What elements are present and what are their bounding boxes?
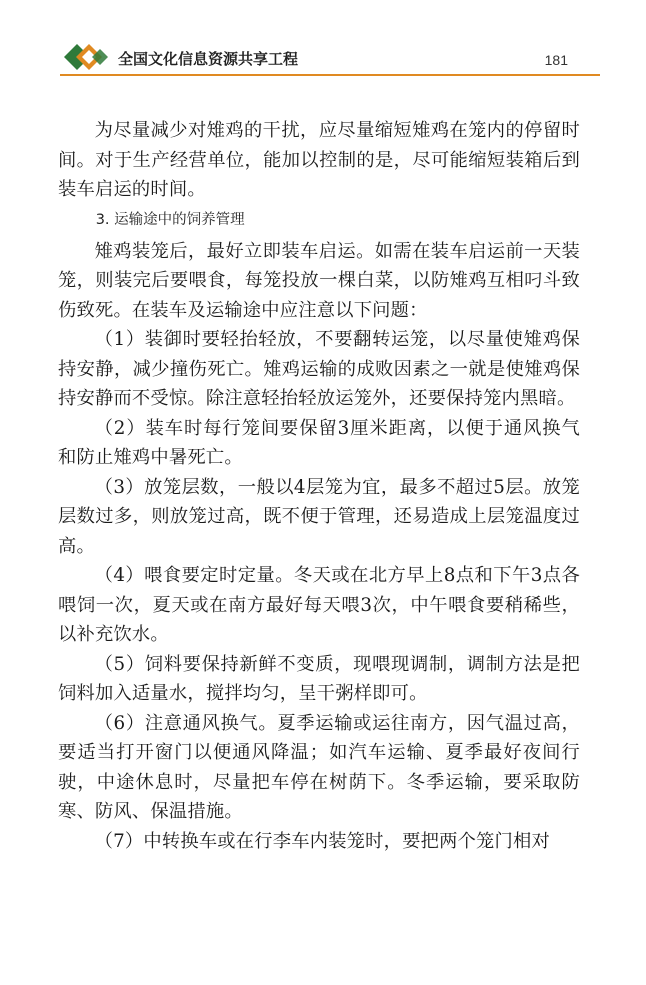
section-heading: 3. 运输途中的饲养管理 (95, 211, 245, 228)
paragraph: 雉鸡装笼后，最好立即装车启运。如需在装车启运前一天装笼，则装完后要喂食，每笼投放一棵白菜，以防雉鸡互相叼斗致伤致死。在装车及运输途中应注意以下问题： (58, 240, 580, 321)
paragraph: （6）注意通风换气。夏季运输或运往南方，因气温过高，要适当打开窗门以便通风降温；如汽车运输、夏季最好夜间行驶，中途休息时，尽量把车停在树荫下。冬季运输，要采取防寒、防风、保温措施。 (58, 712, 580, 822)
paragraph: （3）放笼层数，一般以4层笼为宜，最多不超过5层。放笼层数过多，则放笼过高，既不便于管理，还易造成上层笼温度过高。 (58, 476, 580, 557)
series-title: 全国文化信息资源共享工程 (118, 50, 299, 68)
page-body (58, 116, 580, 856)
paragraph: （1）装御时要轻抬轻放，不要翻转运笼，以尽量使雉鸡保持安静，减少撞伤死亡。雉鸡运输的成败因素之一就是使雉鸡保持安静而不受惊。除注意轻抬轻放运笼外，还要保持笼内黑暗。 (58, 329, 580, 409)
header-rule (60, 74, 600, 76)
diamond-logo-icon (62, 40, 114, 74)
page-header (0, 0, 646, 80)
paragraph: （2）装车时每行笼间要保留3厘米距离，以便于通风换气和防止雉鸡中暑死亡。 (58, 417, 580, 468)
paragraph: （7）中转换车或在行李车内装笼时，要把两个笼门相对 (94, 830, 550, 852)
paragraph: 为尽量减少对雉鸡的干扰，应尽量缩短雉鸡在笼内的停留时间。对于生产经营单位，能加以控制的是，尽可能缩短装箱后到装车启运的时间。 (58, 120, 580, 200)
page-number: 181 (544, 52, 568, 68)
paragraph: （4）喂食要定时定量。冬天或在北方早上8点和下午3点各喂饲一次，夏天或在南方最好每天喂3次，中午喂食要稍稀些，以补充饮水。 (58, 565, 580, 645)
paragraph: （5）饲料要保持新鲜不变质，现喂现调制，调制方法是把饲料加入适量水，搅拌均匀，呈干粥样即可。 (58, 653, 580, 704)
